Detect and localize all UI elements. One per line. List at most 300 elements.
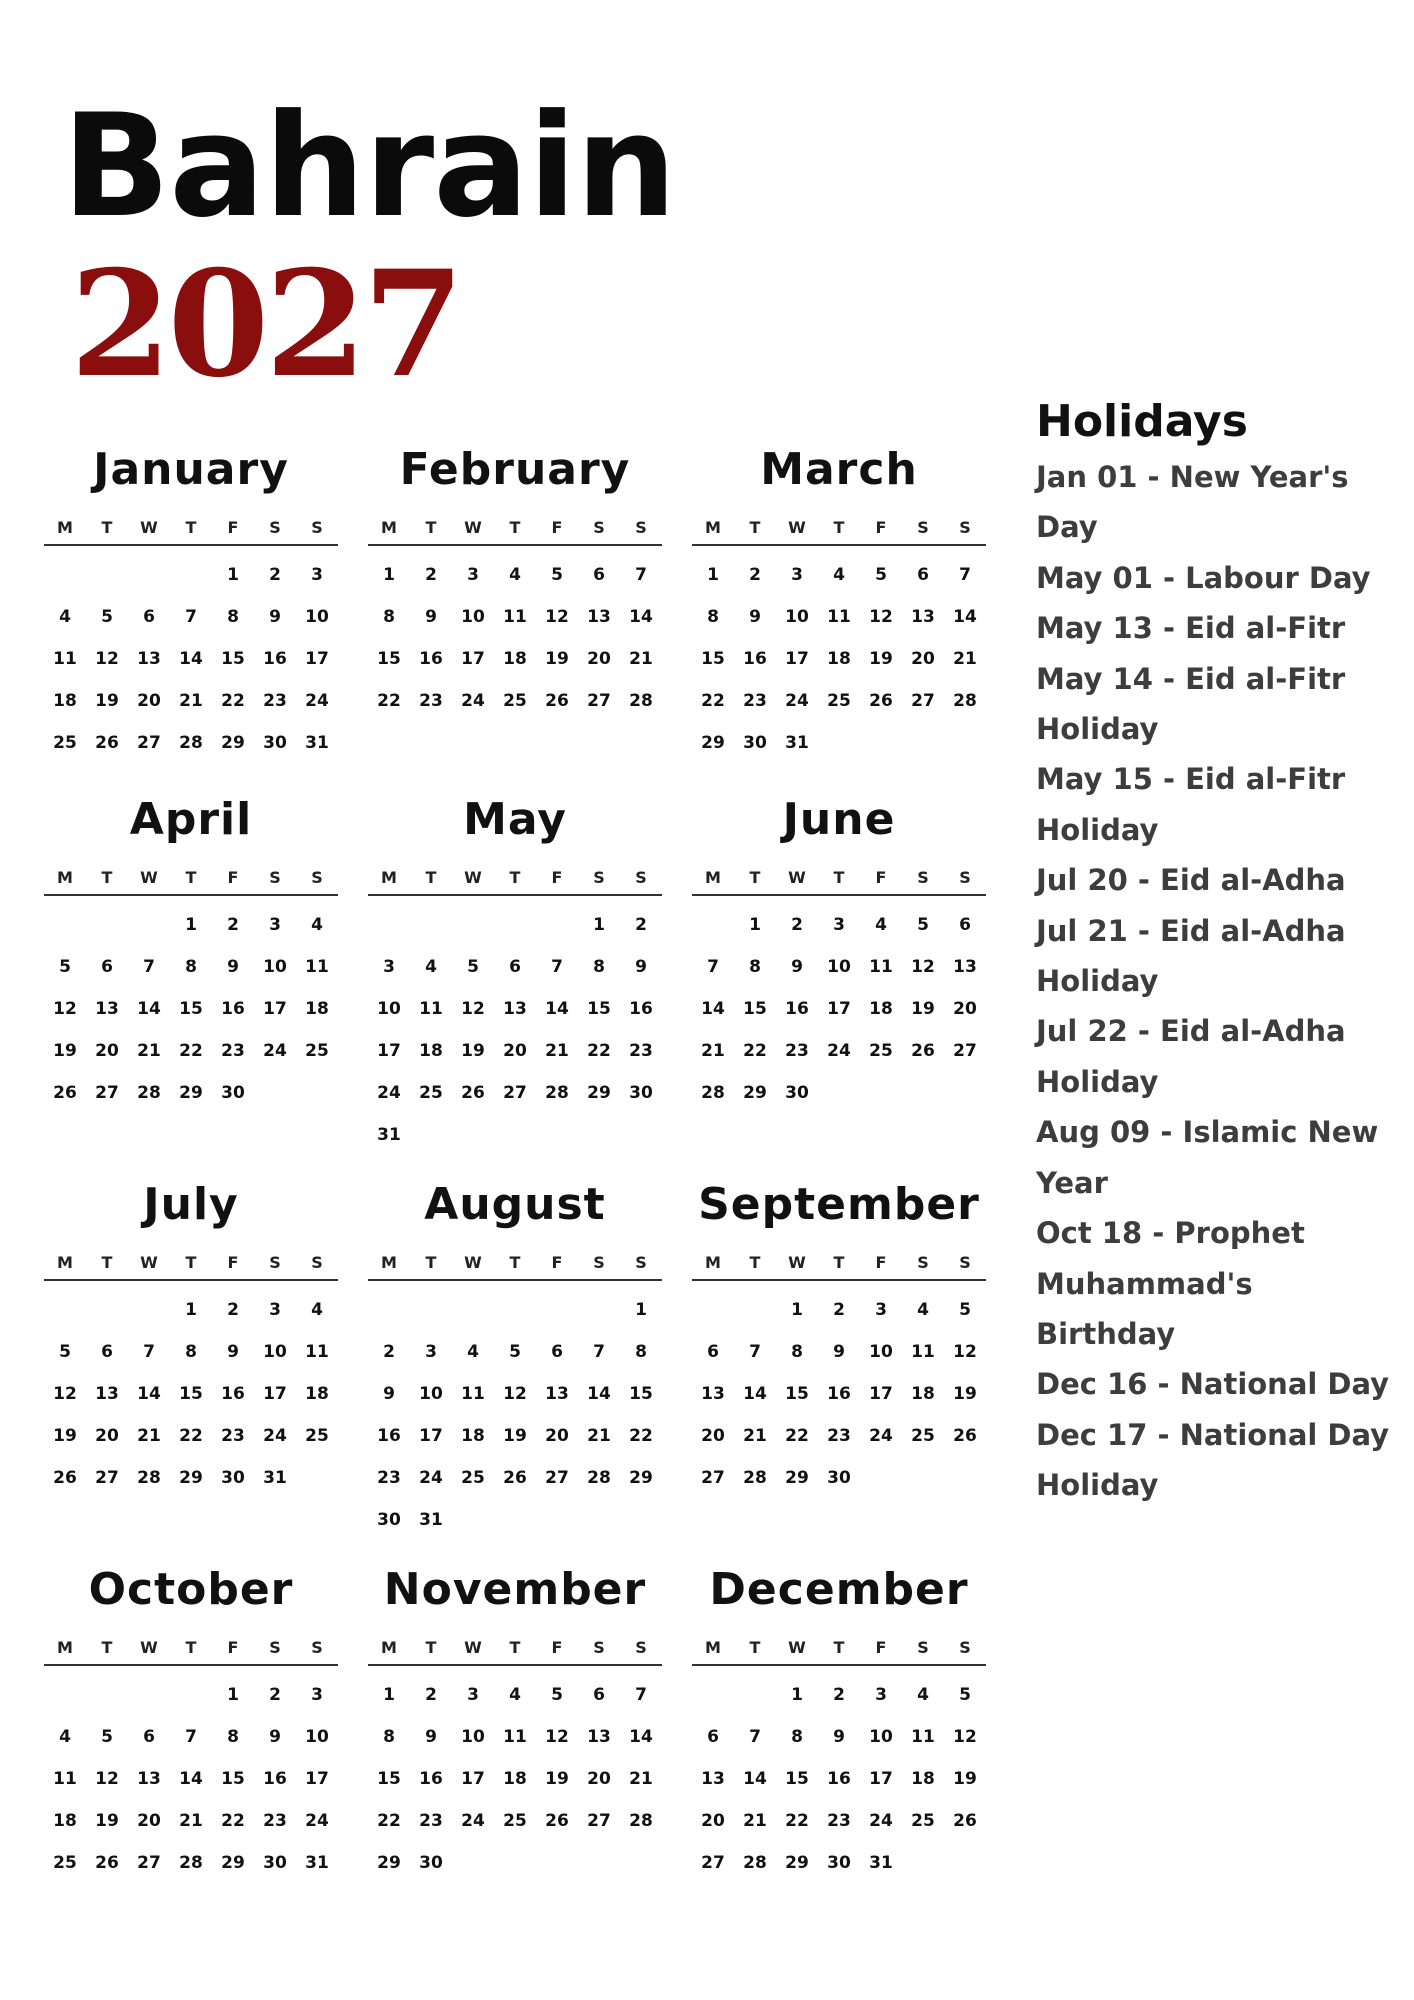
- month-october: [44, 1564, 338, 1884]
- day-cell: 23: [221, 1041, 245, 1061]
- day-cell: 27: [137, 733, 161, 753]
- month-february: [368, 444, 662, 722]
- day-cell: 22: [629, 1426, 653, 1446]
- day-cell: 15: [785, 1769, 809, 1789]
- day-cell: 25: [911, 1426, 935, 1446]
- day-cell: 22: [377, 1811, 401, 1831]
- holiday-item: Dec 16 - National Day: [1036, 1367, 1390, 1402]
- day-cell: 24: [377, 1083, 401, 1103]
- day-cell: 23: [743, 691, 767, 711]
- day-cell: 27: [701, 1468, 725, 1488]
- empty-cell: [44, 1674, 86, 1716]
- day-cell: 3: [269, 1300, 281, 1320]
- day-cell: 29: [221, 1853, 245, 1873]
- day-cell: 25: [827, 691, 851, 711]
- weekday-label: S: [311, 867, 323, 887]
- day-cell: 13: [95, 1384, 119, 1404]
- day-cell: 6: [707, 1342, 719, 1362]
- empty-cell: [86, 1674, 128, 1716]
- weekday-label: S: [959, 1252, 971, 1272]
- day-cell: 1: [707, 565, 719, 585]
- day-cell: 14: [629, 607, 653, 627]
- weekday-label: S: [917, 517, 929, 537]
- day-cell: 8: [185, 957, 197, 977]
- day-cell: 11: [827, 607, 851, 627]
- day-cell: 16: [419, 1769, 443, 1789]
- day-cell: 23: [629, 1041, 653, 1061]
- day-cell: 27: [587, 691, 611, 711]
- day-cell: 29: [629, 1468, 653, 1488]
- day-cell: 2: [269, 1685, 281, 1705]
- day-cell: 6: [593, 565, 605, 585]
- day-cell: 16: [827, 1384, 851, 1404]
- weekday-label: W: [140, 1252, 158, 1272]
- day-cell: 18: [419, 1041, 443, 1061]
- day-cell: 9: [791, 957, 803, 977]
- day-cell: 30: [419, 1853, 443, 1873]
- day-cell: 12: [545, 1727, 569, 1747]
- day-cell: 16: [377, 1426, 401, 1446]
- day-cell: 20: [503, 1041, 527, 1061]
- day-cell: 18: [53, 1811, 77, 1831]
- day-cell: 25: [503, 1811, 527, 1831]
- weekday-label: W: [464, 1252, 482, 1272]
- day-cell: 19: [911, 999, 935, 1019]
- day-cell: 12: [461, 999, 485, 1019]
- day-cell: 5: [959, 1685, 971, 1705]
- day-cell: 8: [227, 607, 239, 627]
- empty-cell: [734, 1289, 776, 1331]
- day-cell: 21: [179, 1811, 203, 1831]
- day-grid: [44, 546, 338, 764]
- day-cell: 29: [743, 1083, 767, 1103]
- day-cell: 21: [701, 1041, 725, 1061]
- day-cell: 3: [383, 957, 395, 977]
- empty-cell: [170, 554, 212, 596]
- month-name: April: [129, 794, 253, 845]
- day-cell: 30: [263, 1853, 287, 1873]
- day-cell: 26: [869, 691, 893, 711]
- day-cell: 17: [263, 999, 287, 1019]
- day-cell: 17: [377, 1041, 401, 1061]
- weekday-label: S: [959, 517, 971, 537]
- day-cell: 18: [305, 1384, 329, 1404]
- day-cell: 11: [419, 999, 443, 1019]
- calendar-title: Bahrain: [62, 84, 676, 249]
- empty-cell: [536, 904, 578, 946]
- day-cell: 29: [179, 1468, 203, 1488]
- day-cell: 29: [785, 1853, 809, 1873]
- weekday-header: [368, 1630, 662, 1666]
- weekday-label: F: [227, 1252, 239, 1272]
- day-cell: 21: [179, 691, 203, 711]
- month-july: [44, 1179, 338, 1499]
- weekday-label: W: [140, 867, 158, 887]
- month-name: July: [143, 1179, 239, 1230]
- day-cell: 7: [749, 1727, 761, 1747]
- weekday-label: S: [635, 867, 647, 887]
- day-cell: 4: [875, 915, 887, 935]
- day-cell: 14: [179, 649, 203, 669]
- day-cell: 4: [425, 957, 437, 977]
- day-cell: 19: [545, 649, 569, 669]
- weekday-label: T: [509, 517, 521, 537]
- month-name: August: [424, 1179, 606, 1230]
- day-cell: 9: [269, 1727, 281, 1747]
- day-cell: 25: [869, 1041, 893, 1061]
- day-cell: 8: [383, 1727, 395, 1747]
- day-cell: 13: [953, 957, 977, 977]
- day-cell: 2: [425, 1685, 437, 1705]
- day-cell: 7: [143, 957, 155, 977]
- day-cell: 15: [221, 1769, 245, 1789]
- weekday-header: [44, 510, 338, 546]
- day-cell: 30: [629, 1083, 653, 1103]
- day-cell: 22: [587, 1041, 611, 1061]
- month-december: [692, 1564, 986, 1884]
- weekday-label: F: [875, 867, 887, 887]
- day-cell: 25: [305, 1426, 329, 1446]
- day-cell: 10: [377, 999, 401, 1019]
- day-cell: 20: [137, 691, 161, 711]
- day-cell: 10: [869, 1342, 893, 1362]
- weekday-label: S: [635, 1252, 647, 1272]
- day-cell: 23: [221, 1426, 245, 1446]
- weekday-label: M: [705, 867, 721, 887]
- day-cell: 19: [545, 1769, 569, 1789]
- day-cell: 27: [953, 1041, 977, 1061]
- day-cell: 31: [419, 1510, 443, 1530]
- day-cell: 16: [221, 999, 245, 1019]
- day-cell: 11: [305, 1342, 329, 1362]
- day-cell: 9: [383, 1384, 395, 1404]
- weekday-label: T: [425, 517, 437, 537]
- day-cell: 28: [137, 1083, 161, 1103]
- day-cell: 14: [137, 999, 161, 1019]
- day-cell: 7: [185, 607, 197, 627]
- day-cell: 26: [95, 1853, 119, 1873]
- day-cell: 2: [383, 1342, 395, 1362]
- day-cell: 4: [509, 1685, 521, 1705]
- empty-cell: [692, 904, 734, 946]
- weekday-label: W: [788, 867, 806, 887]
- weekday-label: M: [57, 1252, 73, 1272]
- day-cell: 11: [461, 1384, 485, 1404]
- day-cell: 6: [551, 1342, 563, 1362]
- day-cell: 16: [263, 649, 287, 669]
- day-cell: 9: [833, 1727, 845, 1747]
- day-cell: 2: [635, 915, 647, 935]
- day-cell: 26: [911, 1041, 935, 1061]
- day-cell: 16: [785, 999, 809, 1019]
- day-cell: 15: [629, 1384, 653, 1404]
- weekday-label: S: [311, 1252, 323, 1272]
- day-cell: 7: [185, 1727, 197, 1747]
- day-cell: 28: [701, 1083, 725, 1103]
- day-cell: 5: [101, 607, 113, 627]
- weekday-label: T: [185, 1252, 197, 1272]
- day-cell: 10: [461, 1727, 485, 1747]
- holiday-item: May 01 - Labour Day: [1036, 560, 1371, 595]
- weekday-header: [44, 1630, 338, 1666]
- day-cell: 14: [137, 1384, 161, 1404]
- day-cell: 19: [461, 1041, 485, 1061]
- day-cell: 21: [629, 649, 653, 669]
- day-cell: 3: [875, 1685, 887, 1705]
- month-november: [368, 1564, 662, 1884]
- month-march: [692, 444, 986, 764]
- weekday-label: S: [311, 517, 323, 537]
- day-grid: [44, 896, 338, 1114]
- day-cell: 13: [911, 607, 935, 627]
- day-cell: 2: [227, 915, 239, 935]
- day-cell: 5: [875, 565, 887, 585]
- day-cell: 27: [701, 1853, 725, 1873]
- month-september: [692, 1179, 986, 1499]
- holiday-item: May 15 - Eid al-Fitr Holiday: [1036, 762, 1346, 847]
- weekday-label: T: [833, 517, 845, 537]
- day-cell: 4: [833, 565, 845, 585]
- weekday-label: T: [749, 1252, 761, 1272]
- month-name: June: [782, 794, 896, 845]
- weekday-label: T: [185, 1637, 197, 1657]
- day-cell: 2: [227, 1300, 239, 1320]
- day-cell: 23: [419, 1811, 443, 1831]
- empty-cell: [410, 1289, 452, 1331]
- day-cell: 21: [629, 1769, 653, 1789]
- day-cell: 16: [629, 999, 653, 1019]
- day-cell: 1: [383, 1685, 395, 1705]
- day-cell: 7: [593, 1342, 605, 1362]
- day-cell: 17: [869, 1384, 893, 1404]
- day-cell: 9: [833, 1342, 845, 1362]
- weekday-label: W: [140, 517, 158, 537]
- weekday-label: T: [101, 1252, 113, 1272]
- day-cell: 13: [137, 1769, 161, 1789]
- day-cell: 16: [743, 649, 767, 669]
- day-cell: 21: [743, 1811, 767, 1831]
- day-cell: 12: [53, 1384, 77, 1404]
- day-cell: 21: [137, 1426, 161, 1446]
- empty-cell: [692, 1289, 734, 1331]
- weekday-label: F: [227, 517, 239, 537]
- weekday-label: T: [833, 867, 845, 887]
- empty-cell: [368, 1289, 410, 1331]
- empty-cell: [86, 1289, 128, 1331]
- empty-cell: [86, 554, 128, 596]
- day-cell: 4: [311, 1300, 323, 1320]
- day-cell: 18: [911, 1769, 935, 1789]
- day-cell: 21: [743, 1426, 767, 1446]
- day-cell: 12: [95, 1769, 119, 1789]
- day-cell: 5: [959, 1300, 971, 1320]
- day-cell: 20: [953, 999, 977, 1019]
- day-cell: 2: [791, 915, 803, 935]
- day-cell: 6: [917, 565, 929, 585]
- day-cell: 10: [785, 607, 809, 627]
- day-cell: 24: [263, 1041, 287, 1061]
- day-cell: 5: [467, 957, 479, 977]
- day-cell: 6: [143, 607, 155, 627]
- month-june: [692, 794, 986, 1114]
- weekday-label: F: [227, 1637, 239, 1657]
- weekday-label: T: [101, 517, 113, 537]
- day-cell: 9: [269, 607, 281, 627]
- day-cell: 15: [587, 999, 611, 1019]
- empty-cell: [128, 1674, 170, 1716]
- day-cell: 1: [227, 565, 239, 585]
- day-cell: 6: [101, 957, 113, 977]
- weekday-header: [44, 860, 338, 896]
- day-cell: 3: [791, 565, 803, 585]
- holiday-item: Jul 22 - Eid al-Adha Holiday: [1036, 1014, 1346, 1099]
- day-cell: 1: [749, 915, 761, 935]
- day-cell: 30: [377, 1510, 401, 1530]
- day-cell: 17: [785, 649, 809, 669]
- day-cell: 14: [953, 607, 977, 627]
- day-cell: 8: [791, 1342, 803, 1362]
- day-cell: 19: [869, 649, 893, 669]
- day-cell: 9: [425, 1727, 437, 1747]
- day-cell: 7: [707, 957, 719, 977]
- day-cell: 17: [305, 649, 329, 669]
- weekday-label: W: [464, 867, 482, 887]
- day-cell: 1: [227, 1685, 239, 1705]
- day-cell: 7: [959, 565, 971, 585]
- day-cell: 13: [95, 999, 119, 1019]
- empty-cell: [44, 554, 86, 596]
- day-cell: 6: [143, 1727, 155, 1747]
- day-cell: 15: [221, 649, 245, 669]
- day-cell: 16: [221, 1384, 245, 1404]
- weekday-label: S: [269, 1252, 281, 1272]
- day-cell: 12: [503, 1384, 527, 1404]
- weekday-label: S: [593, 867, 605, 887]
- weekday-label: T: [509, 867, 521, 887]
- day-cell: 8: [227, 1727, 239, 1747]
- weekday-label: S: [593, 1637, 605, 1657]
- weekday-label: M: [705, 517, 721, 537]
- holiday-item: Oct 18 - Prophet Muhammad's Birthday: [1036, 1216, 1305, 1351]
- day-cell: 2: [425, 565, 437, 585]
- day-cell: 13: [587, 607, 611, 627]
- month-may: [368, 794, 662, 1156]
- day-cell: 26: [545, 691, 569, 711]
- weekday-label: W: [464, 517, 482, 537]
- day-cell: 17: [827, 999, 851, 1019]
- day-cell: 19: [503, 1426, 527, 1446]
- weekday-label: M: [705, 1637, 721, 1657]
- day-cell: 25: [461, 1468, 485, 1488]
- day-cell: 1: [593, 915, 605, 935]
- day-cell: 18: [869, 999, 893, 1019]
- day-cell: 29: [785, 1468, 809, 1488]
- day-cell: 20: [701, 1426, 725, 1446]
- day-cell: 3: [311, 565, 323, 585]
- empty-cell: [452, 904, 494, 946]
- day-cell: 8: [707, 607, 719, 627]
- weekday-label: T: [749, 1637, 761, 1657]
- day-cell: 2: [833, 1685, 845, 1705]
- day-cell: 25: [53, 1853, 77, 1873]
- day-cell: 6: [509, 957, 521, 977]
- day-cell: 28: [743, 1853, 767, 1873]
- empty-cell: [734, 1674, 776, 1716]
- day-cell: 3: [269, 915, 281, 935]
- day-cell: 10: [305, 607, 329, 627]
- day-cell: 31: [869, 1853, 893, 1873]
- weekday-label: F: [551, 1252, 563, 1272]
- holiday-item: Jul 20 - Eid al-Adha: [1036, 863, 1346, 898]
- day-cell: 26: [53, 1468, 77, 1488]
- holidays-panel: [1036, 396, 1396, 1511]
- day-cell: 15: [377, 1769, 401, 1789]
- day-cell: 5: [917, 915, 929, 935]
- day-cell: 25: [53, 733, 77, 753]
- day-cell: 14: [701, 999, 725, 1019]
- weekday-label: T: [101, 1637, 113, 1657]
- day-cell: 19: [953, 1769, 977, 1789]
- day-cell: 26: [503, 1468, 527, 1488]
- day-cell: 5: [101, 1727, 113, 1747]
- weekday-label: T: [509, 1637, 521, 1657]
- day-cell: 8: [791, 1727, 803, 1747]
- day-cell: 13: [503, 999, 527, 1019]
- day-cell: 1: [791, 1685, 803, 1705]
- day-cell: 9: [425, 607, 437, 627]
- day-cell: 8: [383, 607, 395, 627]
- day-cell: 20: [545, 1426, 569, 1446]
- empty-cell: [494, 904, 536, 946]
- day-cell: 10: [305, 1727, 329, 1747]
- empty-cell: [128, 1289, 170, 1331]
- day-cell: 26: [461, 1083, 485, 1103]
- month-name: January: [93, 444, 289, 495]
- day-cell: 23: [263, 691, 287, 711]
- day-cell: 21: [545, 1041, 569, 1061]
- empty-cell: [44, 904, 86, 946]
- day-cell: 24: [827, 1041, 851, 1061]
- weekday-label: T: [425, 867, 437, 887]
- day-cell: 11: [911, 1342, 935, 1362]
- month-january: [44, 444, 338, 764]
- weekday-label: S: [959, 867, 971, 887]
- day-cell: 12: [869, 607, 893, 627]
- empty-cell: [578, 1289, 620, 1331]
- day-cell: 15: [179, 1384, 203, 1404]
- day-cell: 14: [743, 1384, 767, 1404]
- day-cell: 29: [587, 1083, 611, 1103]
- day-cell: 3: [833, 915, 845, 935]
- day-cell: 23: [377, 1468, 401, 1488]
- holiday-list: [1036, 452, 1396, 1511]
- day-cell: 31: [305, 733, 329, 753]
- empty-cell: [452, 1289, 494, 1331]
- day-cell: 24: [263, 1426, 287, 1446]
- weekday-header: [368, 860, 662, 896]
- weekday-label: F: [875, 1252, 887, 1272]
- day-cell: 23: [785, 1041, 809, 1061]
- day-cell: 4: [59, 607, 71, 627]
- day-cell: 12: [53, 999, 77, 1019]
- day-cell: 4: [917, 1685, 929, 1705]
- day-cell: 27: [95, 1468, 119, 1488]
- day-cell: 24: [305, 691, 329, 711]
- weekday-label: S: [269, 1637, 281, 1657]
- day-cell: 12: [911, 957, 935, 977]
- day-cell: 25: [911, 1811, 935, 1831]
- day-cell: 17: [305, 1769, 329, 1789]
